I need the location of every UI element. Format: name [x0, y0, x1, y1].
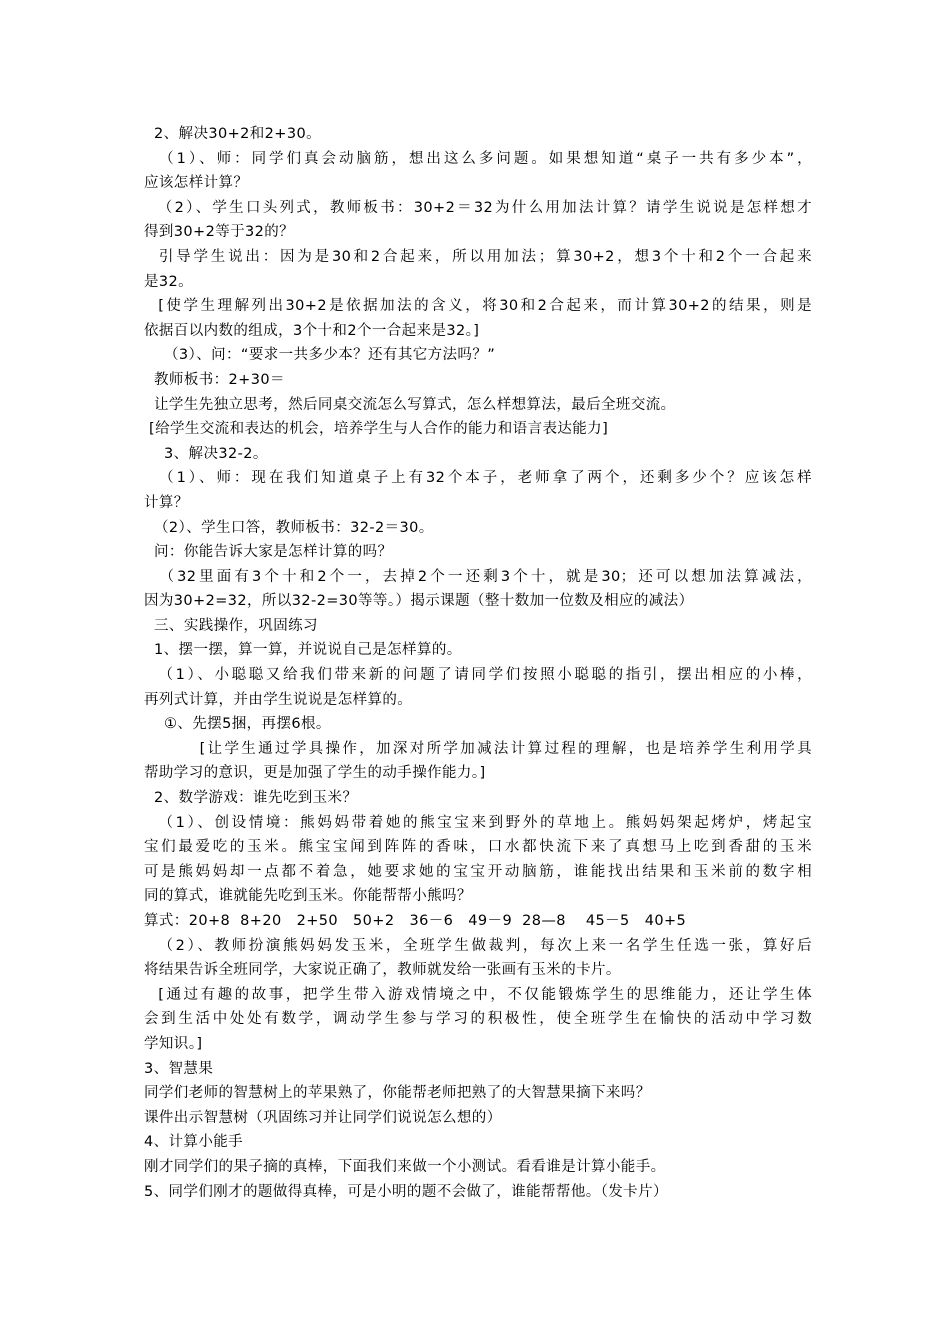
text-line: （1）、小聪聪又给我们带来新的问题了请同学们按照小聪聪的指引，摆出相应的小棒， — [144, 667, 812, 684]
text-line: 因为30+2=32，所以32-2=30等等。）揭示课题（整十数加一位数及相应的减法） — [144, 593, 694, 610]
text-line: （32里面有3个十和2个一，去掉2个一还剩3个十，就是30；还可以想加法算减法， — [144, 568, 812, 585]
text-line: （2）、学生口答，教师板书：32-2＝30。 — [144, 519, 434, 536]
text-line: 依据百以内数的组成，3个十和2个一合起来是32。] — [144, 322, 480, 339]
text-line: [给学生交流和表达的机会，培养学生与人合作的能力和语言表达能力] — [144, 421, 609, 438]
text-line: 算式：20+8 8+20 2+50 50+2 36－6 49－9 28—8 45－5 40+5 — [144, 913, 687, 929]
text-line: 计算？ — [144, 494, 189, 511]
text-line: （2）、教师扮演熊妈妈发玉米，全班学生做裁判，每次上来一名学生任选一张，算好后 — [144, 937, 812, 954]
text-line: （1）、师：现在我们知道桌子上有32个本子，老师拿了两个，还剩多少个？应该怎样 — [144, 470, 812, 487]
text-line: 三、实践操作，巩固练习 — [144, 617, 318, 634]
text-line: （2）、学生口头列式，教师板书：30+2＝32为什么用加法计算？请学生说说是怎样想才 — [144, 199, 812, 216]
text-line: 刚才同学们的果子摘的真棒，下面我们来做一个小测试。看看谁是计算小能手。 — [144, 1158, 666, 1175]
text-line: 将结果告诉全班同学，大家说正确了，教师就发给一张画有玉米的卡片。 — [144, 962, 621, 979]
text-line: 可是熊妈妈却一点都不着急，她要求她的宝宝开动脑筋，谁能找出结果和玉米前的数字相 — [144, 863, 812, 880]
text-line: 学知识。] — [144, 1035, 203, 1052]
text-line: 再列式计算，并由学生说说是怎样算的。 — [144, 691, 413, 708]
text-line: 让学生先独立思考，然后同桌交流怎么写算式，怎么样想算法，最后全班交流。 — [144, 396, 676, 413]
text-line: 引导学生说出：因为是30和2合起来，所以用加法；算30+2，想3个十和2个一合起来 — [144, 248, 812, 265]
document-body — [144, 122, 812, 1204]
text-line: 课件出示智慧树（巩固练习并让同学们说说怎么想的） — [144, 1109, 502, 1126]
text-line: （3）、问：“要求一共多少本？还有其它方法吗？” — [144, 347, 496, 364]
text-line: [让学生通过学具操作，加深对所学加减法计算过程的理解，也是培养学生利用学具 — [144, 740, 812, 757]
text-line: ①、先摆5捆，再摆6根。 — [144, 716, 331, 733]
text-line: 2、解决30+2和2+30。 — [144, 126, 321, 142]
text-line: 同学们老师的智慧树上的苹果熟了，你能帮老师把熟了的大智慧果摘下来吗？ — [144, 1085, 651, 1102]
text-line: 4、计算小能手 — [144, 1134, 244, 1151]
text-line: 1、摆一摆，算一算，并说说自己是怎样算的。 — [144, 642, 462, 659]
text-line: [通过有趣的故事，把学生带入游戏情境之中，不仅能锻炼学生的思维能力，还让学生体 — [144, 986, 812, 1003]
text-line: 得到30+2等于32的？ — [144, 224, 295, 241]
text-line: 问：你能告诉大家是怎样计算的吗？ — [144, 544, 393, 561]
text-line: 3、智慧果 — [144, 1060, 214, 1077]
text-line: （1）、师：同学们真会动脑筋，想出这么多问题。如果想知道“桌子一共有多少本”， — [144, 150, 812, 167]
text-line: 教师板书：2+30＝ — [144, 371, 285, 388]
text-line: 同的算式，谁就能先吃到玉米。你能帮帮小熊吗？ — [144, 888, 472, 905]
text-line: 应该怎样计算？ — [144, 175, 249, 192]
text-line: （1）、创设情境：熊妈妈带着她的熊宝宝来到野外的草地上。熊妈妈架起烤炉，烤起宝 — [144, 814, 812, 831]
text-line: 5、同学们刚才的题做得真棒，可是小明的题不会做了，谁能帮帮他。（发卡片） — [144, 1183, 668, 1200]
text-line: 宝们最爱吃的玉米。熊宝宝闻到阵阵的香味，口水都快流下来了真想马上吃到香甜的玉米 — [144, 839, 812, 856]
text-line: 是32。 — [144, 273, 194, 290]
text-line: 3、解决32-2。 — [144, 445, 268, 462]
text-line: 2、数学游戏：谁先吃到玉米？ — [144, 790, 358, 807]
text-line: [使学生理解列出30+2是依据加法的含义，将30和2合起来，而计算30+2的结果，则是 — [144, 298, 812, 315]
text-line: 会到生活中处处有数学，调动学生参与学习的积极性，使全班学生在愉快的活动中学习数 — [144, 1011, 812, 1028]
text-line: 帮助学习的意识，更是加强了学生的动手操作能力。] — [144, 765, 486, 782]
